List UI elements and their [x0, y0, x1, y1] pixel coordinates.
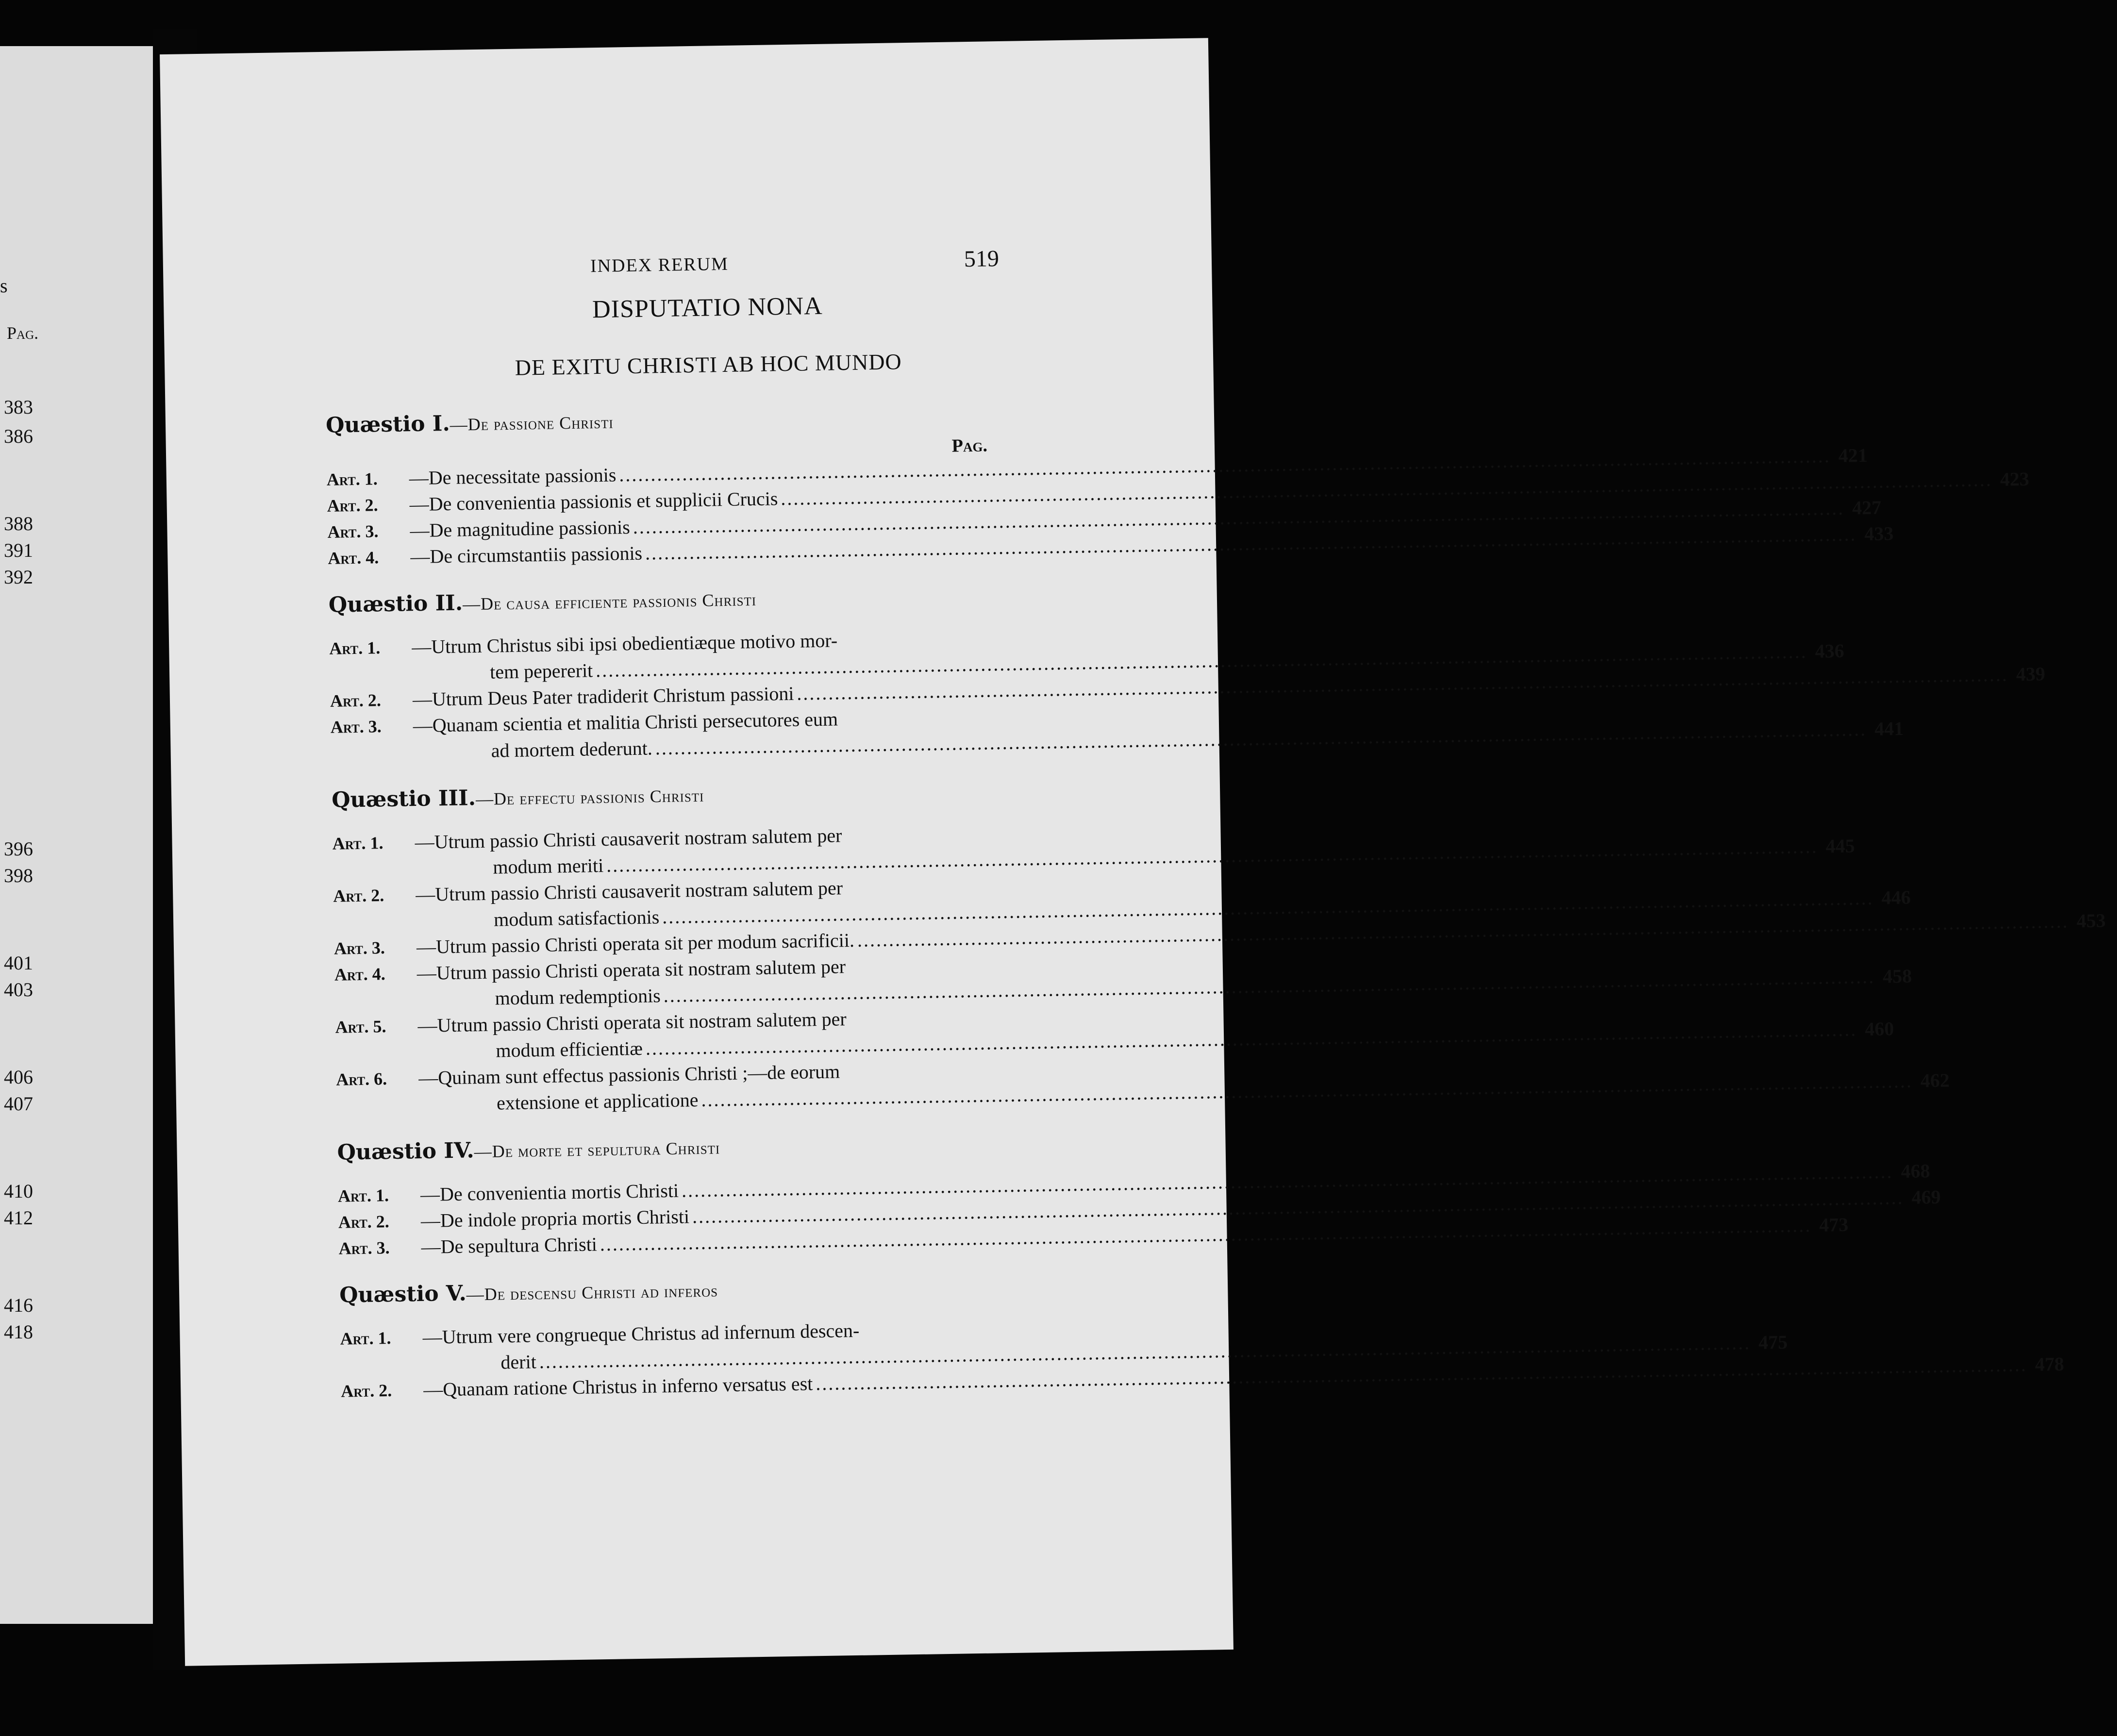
article-line: extensione et applicatione	[496, 1089, 699, 1114]
article-line: tem pepererit	[489, 659, 593, 683]
question-label: Quæstio III.	[331, 785, 476, 813]
article-page: 421	[1838, 444, 1868, 467]
left-page-number: 392	[4, 566, 33, 588]
left-page-pag-label: Pag.	[7, 323, 39, 343]
previous-page-edge	[0, 46, 153, 1624]
article-line: —De necessitate passionis	[409, 464, 617, 489]
running-head: INDEX RERUM	[590, 253, 729, 277]
left-page-number: 398	[4, 865, 33, 886]
article-line: —Utrum Deus Pater tradiderit Christum passioni	[412, 682, 794, 711]
left-page-number: 396	[4, 838, 33, 860]
article-page: 478	[2034, 1352, 2065, 1375]
article-page: 446	[1881, 886, 1911, 909]
article-line: —De convenientia passionis et supplicii Crucis	[409, 487, 778, 516]
article-label: Art. 2.	[330, 690, 382, 711]
article-label: Art. 3.	[333, 938, 385, 958]
article-line: —De convenientia mortis Christi	[420, 1179, 679, 1206]
article-page: 469	[1911, 1185, 1941, 1208]
article-line: modum redemptionis	[495, 985, 661, 1009]
left-page-number: 418	[4, 1321, 33, 1343]
left-page-number: 383	[4, 396, 33, 418]
article-line: —De sepultura Christi	[421, 1233, 598, 1258]
article-label: Art. 3.	[327, 521, 379, 542]
question-title: —De effectu passionis Christi	[475, 785, 704, 809]
left-page-number: 391	[4, 539, 33, 561]
article-page: 458	[1883, 965, 1912, 987]
question-title: —De passione Christi	[450, 412, 614, 434]
article-label: Art. 1.	[326, 469, 378, 489]
index-page	[160, 38, 2106, 1666]
article-label: Art. 2.	[333, 885, 384, 906]
page-column-header: Pag.	[951, 435, 988, 456]
article-page: 462	[1920, 1069, 1950, 1092]
left-page-number: 388	[4, 513, 33, 534]
article-label: Art. 1.	[332, 833, 383, 853]
article-page: 433	[1864, 522, 1894, 545]
index-contents	[325, 396, 2106, 1404]
article-entry	[333, 872, 1911, 935]
article-line: —Quanam ratione Christus in inferno versatus est	[423, 1372, 813, 1401]
article-line: —Utrum passio Christi operata sit nostram salutem per	[417, 955, 846, 985]
article-line: —De magnitudine passionis	[410, 516, 631, 542]
article-line: —De indole propria mortis Christi	[420, 1205, 690, 1232]
question-label: Quæstio I.	[325, 411, 450, 438]
article-page: 439	[2016, 663, 2046, 685]
left-page-number: 401	[4, 952, 33, 974]
article-label: Art. 6.	[335, 1069, 387, 1089]
page-number: 519	[964, 246, 1000, 272]
question-label: Quæstio II.	[328, 590, 463, 618]
article-line: —Utrum passio Christi operata sit per modum sacrificii.	[416, 929, 855, 958]
article-label: Art. 1.	[340, 1328, 391, 1349]
article-line: —Quanam scientia et malitia Christi persecutores eum	[413, 708, 838, 737]
article-line: derit	[500, 1351, 537, 1373]
left-page-number: 386	[4, 425, 33, 447]
question-title: —De descensu Christi ad inferos	[466, 1281, 718, 1304]
article-line: —Utrum Christus sibi ipsi obedientiæque motivo mor-	[411, 629, 838, 658]
article-line: —De circumstantiis passionis	[410, 542, 643, 568]
question-label: Quæstio IV.	[337, 1138, 475, 1165]
article-page: 468	[1900, 1160, 1931, 1183]
article-label: Art. 5.	[335, 1017, 386, 1037]
article-line: modum satisfactionis	[493, 906, 660, 931]
article-entry	[340, 1315, 1788, 1378]
article-label: Art. 3.	[330, 717, 382, 737]
article-label: Art. 2.	[341, 1381, 392, 1401]
article-label: Art. 2.	[327, 495, 378, 516]
article-page: 475	[1758, 1331, 1788, 1353]
question-title: —De morte et sepultura Christi	[474, 1138, 720, 1162]
article-page: 427	[1852, 496, 1882, 519]
article-entry	[334, 951, 1912, 1014]
article-label: Art. 4.	[334, 964, 386, 985]
article-entry	[335, 1003, 1894, 1067]
disputation-title: DISPUTATIO NONA	[592, 292, 823, 324]
article-page: 436	[1815, 639, 1845, 662]
article-line: —Quinam sunt effectus passionis Christi ;—de eorum	[418, 1060, 840, 1089]
article-page: 460	[1865, 1018, 1894, 1040]
article-entry	[329, 625, 1845, 688]
question-label: Quæstio V.	[339, 1281, 467, 1308]
article-entry	[332, 820, 1855, 883]
article-label: Art. 3.	[338, 1238, 390, 1258]
left-page-number: 406	[4, 1066, 33, 1088]
article-label: Art. 4.	[328, 548, 379, 568]
article-line: —Utrum passio Christi causaverit nostram salutem per	[415, 824, 842, 853]
article-page: 445	[1825, 835, 1855, 857]
article-line: ad mortem dederunt.	[491, 737, 653, 762]
article-line: modum efficientiæ	[496, 1037, 643, 1062]
article-label: Art. 2.	[338, 1212, 390, 1232]
article-label: Art. 1.	[329, 638, 381, 658]
left-page-fragment: s	[0, 275, 8, 297]
article-line: —Utrum passio Christi operata sit nostram salutem per	[417, 1008, 847, 1037]
left-page-number: 416	[4, 1294, 33, 1316]
left-page-number: 407	[4, 1093, 33, 1115]
article-page: 423	[2000, 467, 2030, 490]
left-page-number: 412	[4, 1207, 33, 1229]
article-page: 473	[1819, 1213, 1849, 1236]
question-title: —De causa efficiente passionis Christi	[462, 590, 757, 614]
article-line: modum meriti	[493, 854, 604, 878]
left-page-number: 403	[4, 979, 33, 1001]
article-entry	[330, 703, 1904, 767]
article-page: 441	[1874, 717, 1904, 740]
article-label: Art. 1.	[337, 1185, 389, 1206]
article-page: 453	[2076, 909, 2106, 932]
disputation-subtitle: DE EXITU CHRISTI AB HOC MUNDO	[515, 349, 902, 380]
article-entry	[335, 1056, 1950, 1119]
article-line: —Utrum passio Christi causaverit nostram salutem per	[415, 877, 843, 906]
article-line: —Utrum vere congrueque Christus ad infernum descen-	[422, 1319, 860, 1348]
left-page-number: 410	[4, 1180, 33, 1202]
